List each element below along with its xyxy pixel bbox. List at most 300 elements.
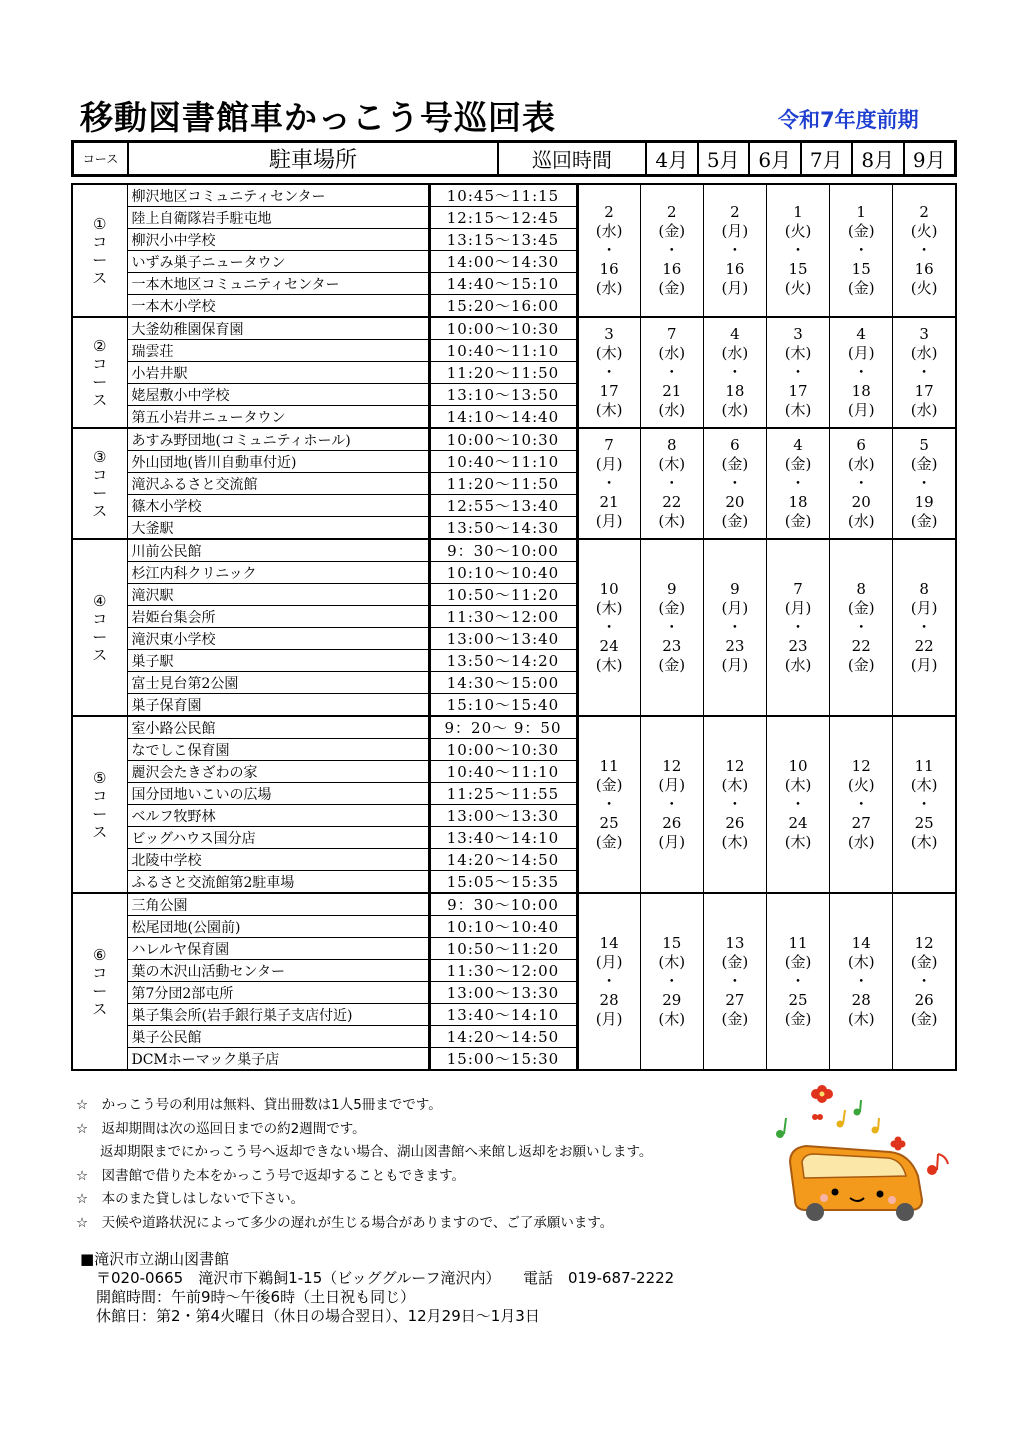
visit-day: 8 — [856, 580, 866, 598]
visit-weekday: (金) — [910, 455, 938, 473]
visit-weekday: (水) — [658, 344, 686, 362]
stop-place: 北陵中学校 — [127, 849, 429, 871]
course-group — [72, 317, 956, 428]
visit-day: 25 — [914, 814, 934, 832]
visit-day: 27 — [725, 991, 745, 1009]
dot-separator: ・ — [916, 618, 932, 636]
dot-separator: ・ — [790, 795, 806, 813]
stop-place: 第7分団2部屯所 — [127, 982, 429, 1004]
visit-day: 20 — [725, 493, 745, 511]
visit-weekday: (木) — [721, 776, 749, 794]
course-label — [72, 539, 127, 716]
stop-place: 麗沢会たきざわの家 — [127, 761, 429, 783]
visit-day: 24 — [788, 814, 808, 832]
dot-separator: ・ — [664, 795, 680, 813]
closed-days: 休館日：第2・第4火曜日（休日の場合翌日）、12月29日～1月3日 — [96, 1307, 540, 1325]
visit-day: 7 — [666, 325, 677, 343]
stop-place: 柳沢地区コミュニティセンター — [127, 184, 429, 207]
dot-separator: ・ — [601, 795, 617, 813]
visit-weekday: (月) — [595, 953, 623, 971]
visit-weekday: (金) — [721, 953, 749, 971]
dot-separator: ・ — [664, 972, 680, 990]
stop-place: 滝沢東小学校 — [127, 628, 429, 650]
visit-day: 12 — [662, 757, 682, 775]
note-line: ☆ かっこう号の利用は無料、貸出冊数は1人5冊までです。 — [76, 1097, 442, 1113]
dot-separator: ・ — [601, 618, 617, 636]
visit-day: 25 — [788, 991, 808, 1009]
visit-weekday: (金) — [721, 512, 749, 530]
course-label-char: ⑤ — [93, 768, 107, 787]
visit-dates — [640, 428, 703, 539]
course-label-char: コ — [92, 786, 108, 805]
visit-dates — [830, 428, 893, 539]
course-group — [72, 428, 956, 539]
dot-separator: ・ — [916, 474, 932, 492]
visit-day: 5 — [919, 436, 929, 454]
visit-weekday: (月) — [784, 599, 812, 617]
stop-place: 滝沢ふるさと交流館 — [127, 473, 429, 495]
stop-place: 外山団地(皆川自動車付近) — [127, 451, 429, 473]
visit-weekday: (金) — [910, 953, 938, 971]
stop-time: 15:05～15:35 — [429, 871, 577, 894]
opening-hours: 開館時間：午前9時～午後6時（土日祝も同じ） — [96, 1288, 416, 1306]
visit-day: 15 — [788, 260, 808, 278]
visit-weekday: (月) — [721, 279, 749, 297]
visit-dates — [577, 893, 640, 1070]
visit-dates — [577, 184, 640, 317]
visit-weekday: (水) — [847, 455, 875, 473]
course-label-char: ス — [92, 645, 108, 664]
stop-place: いずみ巣子ニュータウン — [127, 251, 429, 273]
note-line: 返却期限までにかっこう号へ返却できない場合、湖山図書館へ来館し返却をお願いします。 — [100, 1144, 653, 1160]
visit-day: 7 — [604, 436, 614, 454]
visit-day: 18 — [788, 493, 808, 511]
visit-day: 22 — [914, 637, 934, 655]
visit-day: 11 — [599, 757, 619, 775]
stop-place: 姥屋敷小中学校 — [127, 384, 429, 406]
stop-time: 12:55～13:40 — [429, 495, 577, 517]
header-month: 7月 — [802, 143, 854, 174]
visit-dates — [830, 716, 893, 893]
stop-place: 三角公園 — [127, 893, 429, 916]
visit-day: 26 — [725, 814, 745, 832]
dot-separator: ・ — [601, 474, 617, 492]
visit-dates — [766, 539, 829, 716]
visit-weekday: (水) — [784, 656, 812, 674]
visit-weekday: (金) — [721, 1010, 749, 1028]
visit-weekday: (水) — [595, 279, 623, 297]
course-label-char: ス — [92, 822, 108, 841]
visit-weekday: (水) — [658, 401, 686, 419]
header-month: 8月 — [853, 143, 905, 174]
stop-time: 10:45～11:15 — [429, 184, 577, 207]
visit-day: 12 — [851, 757, 871, 775]
stop-place: 川前公民館 — [127, 539, 429, 562]
visit-day: 2 — [604, 203, 614, 221]
table-row — [72, 893, 956, 916]
visit-weekday: (木) — [784, 776, 812, 794]
visit-weekday: (金) — [847, 656, 875, 674]
visit-weekday: (金) — [784, 512, 812, 530]
stop-place: 滝沢駅 — [127, 584, 429, 606]
visit-dates — [577, 428, 640, 539]
visit-weekday: (金) — [658, 222, 686, 240]
dot-separator: ・ — [727, 795, 743, 813]
visit-weekday: (火) — [784, 222, 812, 240]
visit-day: 26 — [662, 814, 682, 832]
visit-day: 25 — [599, 814, 619, 832]
stop-time: 10:40～11:10 — [429, 340, 577, 362]
visit-weekday: (金) — [847, 222, 875, 240]
stop-time: 11:20～11:50 — [429, 473, 577, 495]
stop-time: 14:00～14:30 — [429, 251, 577, 273]
dot-separator: ・ — [601, 363, 617, 381]
stop-time: 10:50～11:20 — [429, 938, 577, 960]
schedule-table — [71, 183, 957, 1071]
note-line: ☆ 図書館で借りた本をかっこう号で返却することもできます。 — [76, 1167, 466, 1184]
visit-day: 20 — [851, 493, 871, 511]
header-month: 6月 — [750, 143, 802, 174]
visit-day: 12 — [914, 934, 934, 952]
notes — [76, 1094, 652, 1235]
visit-day: 14 — [851, 934, 871, 952]
visit-weekday: (金) — [658, 599, 686, 617]
visit-weekday: (木) — [784, 401, 812, 419]
flower-icon — [812, 1114, 906, 1151]
visit-weekday: (月) — [847, 344, 875, 362]
visit-weekday: (月) — [658, 833, 686, 851]
stop-place: 瑞雲荘 — [127, 340, 429, 362]
course-label-char: ⑥ — [93, 945, 107, 964]
visit-weekday: (金) — [910, 512, 938, 530]
visit-weekday: (月) — [658, 776, 686, 794]
visit-dates — [893, 428, 956, 539]
visit-dates — [893, 893, 956, 1070]
stop-place: 大釜駅 — [127, 517, 429, 540]
visit-day: 4 — [730, 325, 740, 343]
visit-weekday: (月) — [910, 656, 938, 674]
visit-dates — [893, 184, 956, 317]
visit-day: 24 — [599, 637, 619, 655]
stop-place: 葉の木沢山活動センター — [127, 960, 429, 982]
table-row — [72, 716, 956, 739]
visit-weekday: (水) — [910, 344, 938, 362]
visit-weekday: (水) — [910, 401, 938, 419]
stop-time: 13:40～14:10 — [429, 827, 577, 849]
dot-separator: ・ — [853, 474, 869, 492]
visit-weekday: (木) — [658, 455, 686, 473]
course-label-char: ス — [92, 268, 108, 287]
visit-weekday: (月) — [595, 1010, 623, 1028]
visit-weekday: (金) — [847, 599, 875, 617]
visit-weekday: (金) — [784, 455, 812, 473]
stop-time: 15:00～15:30 — [429, 1048, 577, 1071]
stop-place: 大釜幼稚園保育園 — [127, 317, 429, 340]
visit-day: 29 — [662, 991, 682, 1009]
stop-time: 13:00～13:30 — [429, 805, 577, 827]
visit-dates — [703, 184, 766, 317]
stop-place: 篠木小学校 — [127, 495, 429, 517]
stop-time: 11:20～11:50 — [429, 362, 577, 384]
visit-dates — [766, 184, 829, 317]
visit-dates — [830, 184, 893, 317]
visit-day: 15 — [851, 260, 871, 278]
visit-day: 1 — [856, 203, 866, 221]
stop-place: ビッグハウス国分店 — [127, 827, 429, 849]
bus-illustration — [760, 1082, 960, 1232]
visit-day: 26 — [914, 991, 934, 1009]
visit-weekday: (木) — [847, 1010, 875, 1028]
visit-weekday: (木) — [658, 953, 686, 971]
visit-day: 2 — [666, 203, 677, 221]
stop-place: 巣子公民館 — [127, 1026, 429, 1048]
course-label-char: ー — [92, 250, 108, 269]
visit-dates — [766, 428, 829, 539]
course-label-char: ス — [92, 501, 108, 520]
stop-time: 10:50～11:20 — [429, 584, 577, 606]
visit-dates — [703, 893, 766, 1070]
stop-time: 11:30～12:00 — [429, 606, 577, 628]
visit-day: 19 — [914, 493, 934, 511]
library-name: ■滝沢市立湖山図書館 — [80, 1250, 230, 1268]
note-line: ☆ 本のまた貸しはしないで下さい。 — [76, 1191, 305, 1207]
visit-day: 15 — [662, 934, 682, 952]
visit-weekday: (水) — [595, 222, 623, 240]
visit-dates — [640, 539, 703, 716]
visit-weekday: (金) — [910, 1010, 938, 1028]
visit-weekday: (木) — [595, 656, 623, 674]
visit-day: 2 — [730, 203, 740, 221]
stop-time: 14:10～14:40 — [429, 406, 577, 429]
dot-separator: ・ — [916, 972, 932, 990]
visit-dates — [703, 539, 766, 716]
visit-day: 4 — [793, 436, 803, 454]
visit-day: 23 — [725, 637, 745, 655]
dot-separator: ・ — [727, 363, 743, 381]
stop-time: 10:00～10:30 — [429, 428, 577, 451]
course-label-char: ス — [92, 390, 108, 409]
stop-place: 一本木小学校 — [127, 295, 429, 318]
stop-time: 14:20～14:50 — [429, 849, 577, 871]
visit-weekday: (木) — [847, 953, 875, 971]
stop-place: 国分団地いこいの広場 — [127, 783, 429, 805]
stop-place: 室小路公民館 — [127, 716, 429, 739]
visit-weekday: (木) — [721, 833, 749, 851]
visit-day: 16 — [599, 260, 619, 278]
visit-day: 23 — [788, 637, 808, 655]
stop-time: 10:00～10:30 — [429, 739, 577, 761]
visit-weekday: (水) — [847, 833, 875, 851]
visit-day: 28 — [851, 991, 871, 1009]
visit-dates — [577, 539, 640, 716]
dot-separator: ・ — [727, 972, 743, 990]
visit-day: 9 — [666, 580, 677, 598]
stop-place: DCMホーマック巣子店 — [127, 1048, 429, 1071]
dot-separator: ・ — [664, 474, 680, 492]
dot-separator: ・ — [727, 241, 743, 259]
stop-place: ふるさと交流館第2駐車場 — [127, 871, 429, 894]
stop-time: 11:30～12:00 — [429, 960, 577, 982]
visit-weekday: (月) — [721, 222, 749, 240]
dot-separator: ・ — [601, 972, 617, 990]
stop-time: 9：20～ 9：50 — [429, 716, 577, 739]
note-line: ☆ 天候や道路状況によって多少の遅れが生じる場合がありますので、ご了承願います。 — [76, 1214, 614, 1231]
visit-weekday: (火) — [910, 279, 938, 297]
visit-day: 18 — [851, 382, 871, 400]
course-group — [72, 716, 956, 893]
visit-day: 3 — [919, 325, 929, 343]
stop-time: 14:30～15:00 — [429, 672, 577, 694]
visit-day: 27 — [851, 814, 871, 832]
visit-dates — [577, 317, 640, 428]
visit-weekday: (水) — [847, 512, 875, 530]
course-group — [72, 184, 956, 317]
course-label-char: ② — [93, 336, 107, 355]
visit-weekday: (金) — [784, 953, 812, 971]
stop-place: 富士見台第2公園 — [127, 672, 429, 694]
visit-day: 16 — [914, 260, 934, 278]
library-address: 〒020-0665 滝沢市下鵜飼1-15（ビッググルーフ滝沢内） 電話 019-687-2222 — [96, 1269, 675, 1287]
visit-day: 16 — [662, 260, 682, 278]
visit-day: 8 — [666, 436, 677, 454]
stop-time: 10:00～10:30 — [429, 317, 577, 340]
course-label-char: ー — [92, 804, 108, 823]
stop-time: 13:10～13:50 — [429, 384, 577, 406]
visit-day: 4 — [856, 325, 866, 343]
visit-weekday: (火) — [847, 776, 875, 794]
visit-weekday: (木) — [595, 599, 623, 617]
visit-day: 3 — [793, 325, 803, 343]
visit-day: 16 — [725, 260, 745, 278]
stop-place: 巣子集会所(岩手銀行巣子支店付近) — [127, 1004, 429, 1026]
stop-time: 13:50～14:30 — [429, 517, 577, 540]
stop-place: 杉江内科クリニック — [127, 562, 429, 584]
dot-separator: ・ — [853, 972, 869, 990]
dot-separator: ・ — [853, 618, 869, 636]
visit-weekday: (木) — [784, 833, 812, 851]
header-month: 9月 — [912, 148, 946, 172]
visit-day: 17 — [914, 382, 934, 400]
visit-weekday: (金) — [595, 833, 623, 851]
stop-time: 10:40～11:10 — [429, 451, 577, 473]
visit-dates — [766, 317, 829, 428]
dot-separator: ・ — [664, 363, 680, 381]
dot-separator: ・ — [853, 795, 869, 813]
stop-place: 松尾団地(公園前) — [127, 916, 429, 938]
stop-place: 陸上自衛隊岩手駐屯地 — [127, 207, 429, 229]
dot-separator: ・ — [664, 618, 680, 636]
contact-info — [80, 1250, 674, 1326]
dot-separator: ・ — [916, 363, 932, 381]
stop-time: 13:00～13:40 — [429, 628, 577, 650]
visit-dates — [766, 893, 829, 1070]
page-title: 移動図書館車かっこう号巡回表 — [80, 98, 556, 137]
note-line: ☆ 返却期間は次の巡回日までの約2週間です。 — [76, 1120, 366, 1137]
stop-time: 12:15～12:45 — [429, 207, 577, 229]
dot-separator: ・ — [727, 618, 743, 636]
visit-day: 6 — [856, 436, 866, 454]
dot-separator: ・ — [853, 241, 869, 259]
course-label-char: ③ — [93, 447, 107, 466]
dot-separator: ・ — [790, 241, 806, 259]
header-place: 駐車場所 — [129, 143, 499, 174]
visit-weekday: (月) — [595, 455, 623, 473]
visit-dates — [830, 893, 893, 1070]
visit-dates — [893, 539, 956, 716]
stop-time: 13:40～14:10 — [429, 1004, 577, 1026]
visit-day: 11 — [788, 934, 808, 952]
visit-dates — [703, 428, 766, 539]
visit-weekday: (水) — [721, 344, 749, 362]
table-row — [72, 539, 956, 562]
course-label — [72, 317, 127, 428]
course-label-char: ー — [92, 627, 108, 646]
course-label-char: コ — [92, 963, 108, 982]
visit-weekday: (月) — [910, 599, 938, 617]
visit-dates — [640, 317, 703, 428]
stop-place: なでしこ保育園 — [127, 739, 429, 761]
stop-time: 10:10～10:40 — [429, 562, 577, 584]
stop-time: 13:50～14:20 — [429, 650, 577, 672]
visit-weekday: (月) — [847, 401, 875, 419]
visit-day: 10 — [599, 580, 619, 598]
stop-time: 10:10～10:40 — [429, 916, 577, 938]
stop-time: 14:20～14:50 — [429, 1026, 577, 1048]
dot-separator: ・ — [790, 972, 806, 990]
visit-day: 13 — [725, 934, 745, 952]
visit-day: 22 — [662, 493, 682, 511]
table-row — [72, 184, 956, 207]
course-label-char: ス — [92, 999, 108, 1018]
visit-weekday: (月) — [721, 656, 749, 674]
visit-day: 17 — [788, 382, 808, 400]
visit-weekday: (木) — [595, 401, 623, 419]
visit-dates — [893, 716, 956, 893]
dot-separator: ・ — [790, 474, 806, 492]
stop-time: 14:40～15:10 — [429, 273, 577, 295]
visit-day: 23 — [662, 637, 682, 655]
header-month: 4月 — [647, 143, 699, 174]
visit-day: 18 — [725, 382, 745, 400]
visit-weekday: (水) — [721, 401, 749, 419]
course-group — [72, 539, 956, 716]
visit-day: 11 — [914, 757, 934, 775]
visit-dates — [893, 317, 956, 428]
visit-dates — [703, 716, 766, 893]
dot-separator: ・ — [601, 241, 617, 259]
visit-weekday: (金) — [658, 279, 686, 297]
visit-weekday: (火) — [784, 279, 812, 297]
visit-dates — [830, 539, 893, 716]
course-label — [72, 716, 127, 893]
visit-dates — [703, 317, 766, 428]
visit-day: 12 — [725, 757, 745, 775]
visit-weekday: (金) — [847, 279, 875, 297]
course-label-char: コ — [92, 609, 108, 628]
visit-weekday: (火) — [910, 222, 938, 240]
visit-day: 1 — [793, 203, 803, 221]
stop-place: 岩姫台集会所 — [127, 606, 429, 628]
course-label-char: ー — [92, 981, 108, 1000]
dot-separator: ・ — [664, 241, 680, 259]
header-month: 5月 — [699, 143, 751, 174]
course-label — [72, 184, 127, 317]
visit-weekday: (木) — [658, 512, 686, 530]
stop-place: ベルフ牧野林 — [127, 805, 429, 827]
visit-dates — [640, 184, 703, 317]
visit-day: 6 — [730, 436, 740, 454]
course-label-char: コ — [92, 232, 108, 251]
